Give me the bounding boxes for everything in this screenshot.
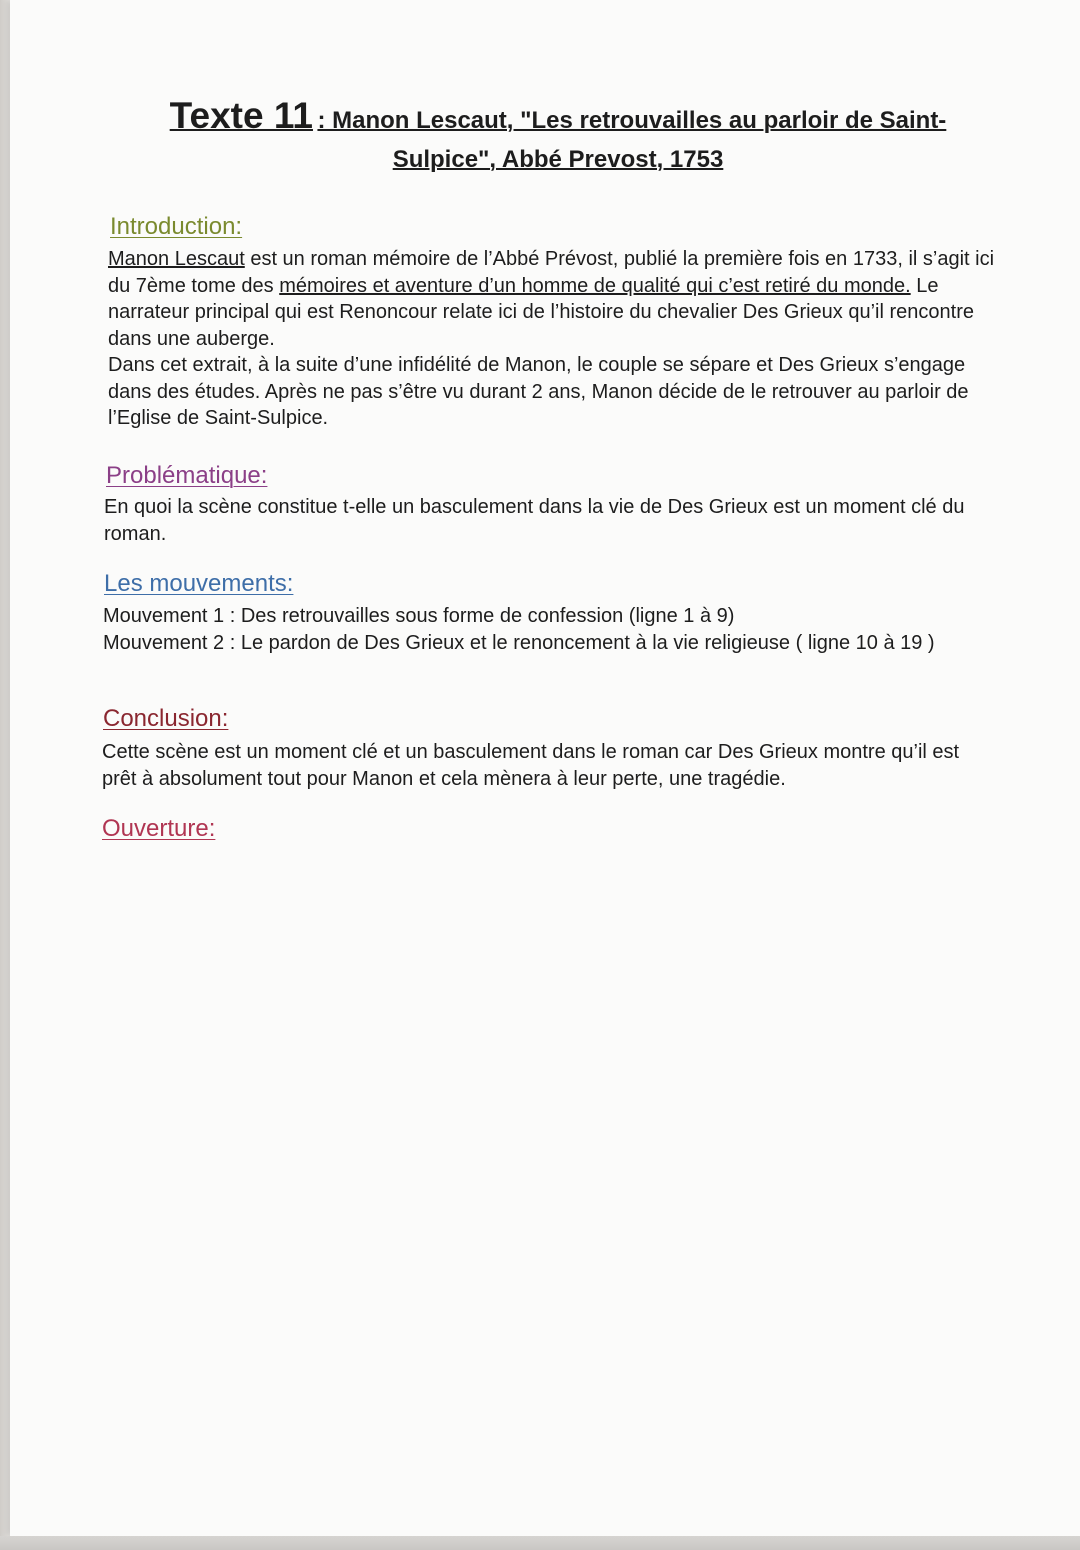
page-left-edge bbox=[0, 0, 10, 1550]
title-rest: : Manon Lescaut, "Les retrouvailles au parloir de Saint-Sulpice", Abbé Prevost, 1753 bbox=[317, 107, 947, 173]
mouvements-list bbox=[103, 603, 983, 656]
page-bottom-shadow bbox=[0, 1536, 1080, 1550]
title-prefix: Texte 11 bbox=[169, 95, 313, 136]
heading-conclusion: Conclusion: bbox=[103, 705, 229, 732]
introduction-text bbox=[108, 246, 998, 432]
work-title: mémoires et aventure d’un homme de qualité qui c’est retiré du monde. bbox=[279, 274, 911, 297]
document-title bbox=[128, 95, 988, 181]
introduction-paragraph-1 bbox=[108, 246, 998, 352]
introduction-text-part-1: est un roman mémoire de l’Abbé Prévost, publié la première fois en 1733, il s’agit ici du 7ème tome des bbox=[108, 248, 995, 297]
heading-introduction: Introduction: bbox=[110, 213, 243, 240]
conclusion-text: Cette scène est un moment clé et un basculement dans le roman car Des Grieux montre qu’il est prêt à absolument tout pour Manon et cela mènera à leur perte, une tragédie. bbox=[102, 741, 960, 790]
mouvement-item-1: Mouvement 1 : Des retrouvailles sous forme de confession (ligne 1 à 9) bbox=[103, 605, 735, 627]
novel-title: Manon Lescaut bbox=[108, 248, 245, 270]
mouvement-item-2: Mouvement 2 : Le pardon de Des Grieux et le renoncement à la vie religieuse ( ligne 10 à 19 ) bbox=[103, 631, 935, 654]
introduction-paragraph-2: Dans cet extrait, à la suite d’une infidélité de Manon, le couple se sépare et Des Grieux s’engage dans des études. Après ne pas s’être vu durant 2 ans, Manon décide de le retrouver au parloir de l’Eglise de Saint-Sulpice. bbox=[108, 354, 969, 429]
problematique-text: En quoi la scène constitue t-elle un basculement dans la vie de Des Grieux est un moment clé du roman. bbox=[104, 496, 965, 545]
heading-mouvements: Les mouvements: bbox=[104, 570, 294, 597]
introduction-text-part-2: Le narrateur principal qui est Renoncour relate ici de l’histoire du chevalier Des Grieux qu’il rencontre dans une auberge. bbox=[108, 274, 974, 350]
document-page bbox=[10, 0, 1080, 1536]
heading-ouverture: Ouverture: bbox=[102, 815, 216, 842]
heading-problematique: Problématique: bbox=[106, 462, 268, 489]
